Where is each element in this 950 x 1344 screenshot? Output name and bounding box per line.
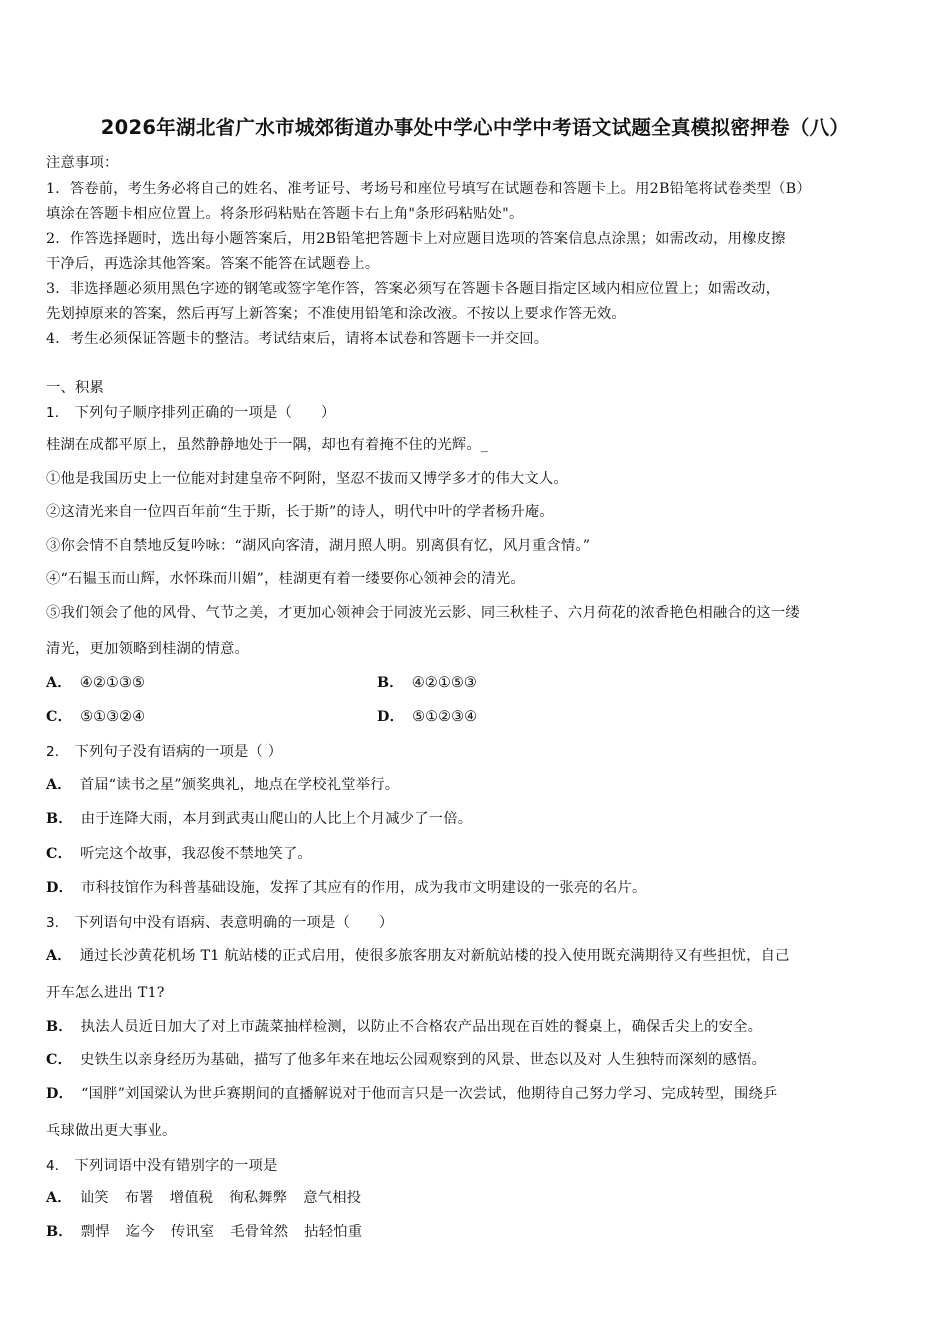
word: 迄今 xyxy=(125,1224,155,1240)
option-d[interactable] xyxy=(46,1083,777,1103)
option-d[interactable] xyxy=(377,706,477,726)
option-label: A． xyxy=(46,675,72,691)
sentence-4: ④“石韫玉而山辉，水怀珠而川媚”，桂湖更有着一缕要你心领神会的清光。 xyxy=(46,571,525,587)
sentence-2: ②这清光来自一位四百年前“生于斯，长于斯”的诗人，明代中叶的学者杨升庵。 xyxy=(46,504,554,520)
option-text: 执法人员近日加大了对上市蔬菜抽样检测，以防止不合格农产品出现在百姓的餐桌上，确保舌尖上的安全。 xyxy=(80,1019,763,1035)
option-label: B． xyxy=(46,811,73,827)
sentence-5: ⑤我们领会了他的风骨、气节之美，才更加心领神会于同波光云影、同三秋桂子、六月荷花的浓香艳色相融合的这一缕 xyxy=(46,605,800,621)
option-c[interactable] xyxy=(46,706,145,726)
question-text: 下列句子顺序排列正确的一项是（ ） xyxy=(74,405,336,421)
option-text: “国胖”刘国梁认为世乒赛期间的直播解说对于他而言只是一次尝试，他期待自己努力学习、完成转型，围绕乒 xyxy=(81,1086,778,1102)
notice-line: 干净后，再选涂其他答案。答案不能答在试题卷上。 xyxy=(46,256,380,272)
word: 徇私舞弊 xyxy=(229,1190,288,1206)
word: 意气相投 xyxy=(303,1190,362,1206)
option-text: ⑤①②③④ xyxy=(412,709,478,725)
question-3-stem xyxy=(46,911,393,932)
option-text: ④②①③⑤ xyxy=(79,675,145,691)
word: 增值税 xyxy=(169,1190,214,1206)
question-2-stem xyxy=(46,740,282,761)
option-d-continued: 乓球做出更大事业。 xyxy=(46,1123,177,1139)
option-label: D． xyxy=(377,709,405,725)
option-label: A． xyxy=(46,777,72,793)
question-text: 下列语句中没有语病、表意明确的一项是（ ） xyxy=(74,915,394,931)
option-a[interactable] xyxy=(46,945,790,965)
option-text: 听完这个故事，我忍俊不禁地笑了。 xyxy=(80,846,313,862)
question-1-lead: 桂湖在成都平原上，虽然静静地处于一隅，却也有着掩不住的光辉。_ xyxy=(46,437,489,453)
option-a[interactable] xyxy=(46,672,145,692)
word: 讪笑 xyxy=(79,1190,109,1206)
option-text: 首届“读书之星”颁奖典礼，地点在学校礼堂举行。 xyxy=(79,777,400,793)
option-d[interactable] xyxy=(46,877,646,897)
question-text: 下列句子没有语病的一项是（ ） xyxy=(74,744,283,760)
notice-line: 3．非选择题必须用黑色字迹的钢笔或签字笔作答，答案必须写在答题卡各题目指定区域内相应位置上；如需改动， xyxy=(46,281,781,297)
option-a-continued: 开车怎么进出 T1? xyxy=(46,985,165,1001)
option-text: 史铁生以亲身经历为基础，描写了他多年来在地坛公园观察到的风景、世态以及对 人生独特而深刻的感悟。 xyxy=(80,1052,767,1068)
option-label: C． xyxy=(46,1052,73,1068)
question-number: 4． xyxy=(46,1158,69,1174)
notice-line: 4．考生必须保证答题卡的整洁。考试结束后，请将本试卷和答题卡一并交回。 xyxy=(46,331,549,347)
word: 剽悍 xyxy=(80,1224,110,1240)
option-b[interactable] xyxy=(46,1221,362,1241)
option-text: 由于连降大雨，本月到武夷山爬山的人比上个月减少了一倍。 xyxy=(80,811,473,827)
option-label: B． xyxy=(46,1224,73,1240)
sentence-1: ①他是我国历史上一位能对封建皇帝不阿附，坚忍不拔而又博学多才的伟大文人。 xyxy=(46,471,568,487)
word: 拈轻怕重 xyxy=(304,1224,363,1240)
word: 传讯室 xyxy=(170,1224,215,1240)
question-1-stem xyxy=(46,401,335,422)
option-c[interactable] xyxy=(46,843,312,863)
word: 毛骨耸然 xyxy=(230,1224,289,1240)
page-title: 2026年湖北省广水市城郊街道办事处中学心中学中考语文试题全真模拟密押卷（八） xyxy=(100,116,850,139)
notice-line: 先划掉原来的答案，然后再写上新答案；不准使用铅笔和涂改液。不按以上要求作答无效。 xyxy=(46,306,626,322)
option-text: 通过长沙黄花机场 T1 航站楼的正式启用，使很多旅客朋友对新航站楼的投入使用既充满期待又有些担忧，自己 xyxy=(79,948,790,964)
question-text: 下列词语中没有错别字的一项是 xyxy=(74,1158,278,1174)
option-label: A． xyxy=(46,948,72,964)
option-b[interactable] xyxy=(46,808,472,828)
notice-heading: 注意事项： xyxy=(46,155,119,171)
option-text: ⑤①③②④ xyxy=(80,709,146,725)
option-label: D． xyxy=(46,880,74,896)
option-label: C． xyxy=(46,709,73,725)
question-4-stem xyxy=(46,1154,277,1175)
option-label: A． xyxy=(46,1190,72,1206)
option-c[interactable] xyxy=(46,1049,766,1069)
option-b[interactable] xyxy=(377,672,477,692)
option-text: ④②①⑤③ xyxy=(411,675,477,691)
question-number: 1． xyxy=(46,405,69,421)
option-a[interactable] xyxy=(46,774,399,794)
option-text: 市科技馆作为科普基础设施，发挥了其应有的作用，成为我市文明建设的一张亮的名片。 xyxy=(81,880,647,896)
section-heading: 一、积累 xyxy=(46,380,104,396)
option-label: C． xyxy=(46,846,73,862)
notice-line: 2．作答选择题时，选出每小题答案后，用2B铅笔把答题卡上对应题目选项的答案信息点涂黑；如需改动，用橡皮擦 xyxy=(46,231,786,247)
option-b[interactable] xyxy=(46,1016,762,1036)
option-label: B． xyxy=(46,1019,73,1035)
word: 布署 xyxy=(124,1190,154,1206)
sentence-5-continued: 清光，更加领略到桂湖的情意。 xyxy=(46,641,249,657)
notice-line: 填涂在答题卡相应位置上。将条形码粘贴在答题卡右上角"条形码粘贴处"。 xyxy=(46,206,524,222)
option-a[interactable] xyxy=(46,1187,361,1207)
sentence-3: ③你会情不自禁地反复吟咏：“湖风向客清，湖月照人明。别离俱有忆，风月重含情。” xyxy=(46,538,591,554)
notice-line: 1．答卷前，考生务必将自己的姓名、准考证号、考场号和座位号填写在试题卷和答题卡上。用2B铅笔将试卷类型（B） xyxy=(46,181,811,197)
option-label: D． xyxy=(46,1086,74,1102)
question-number: 3． xyxy=(46,915,69,931)
option-label: B． xyxy=(377,675,404,691)
question-number: 2． xyxy=(46,744,69,760)
